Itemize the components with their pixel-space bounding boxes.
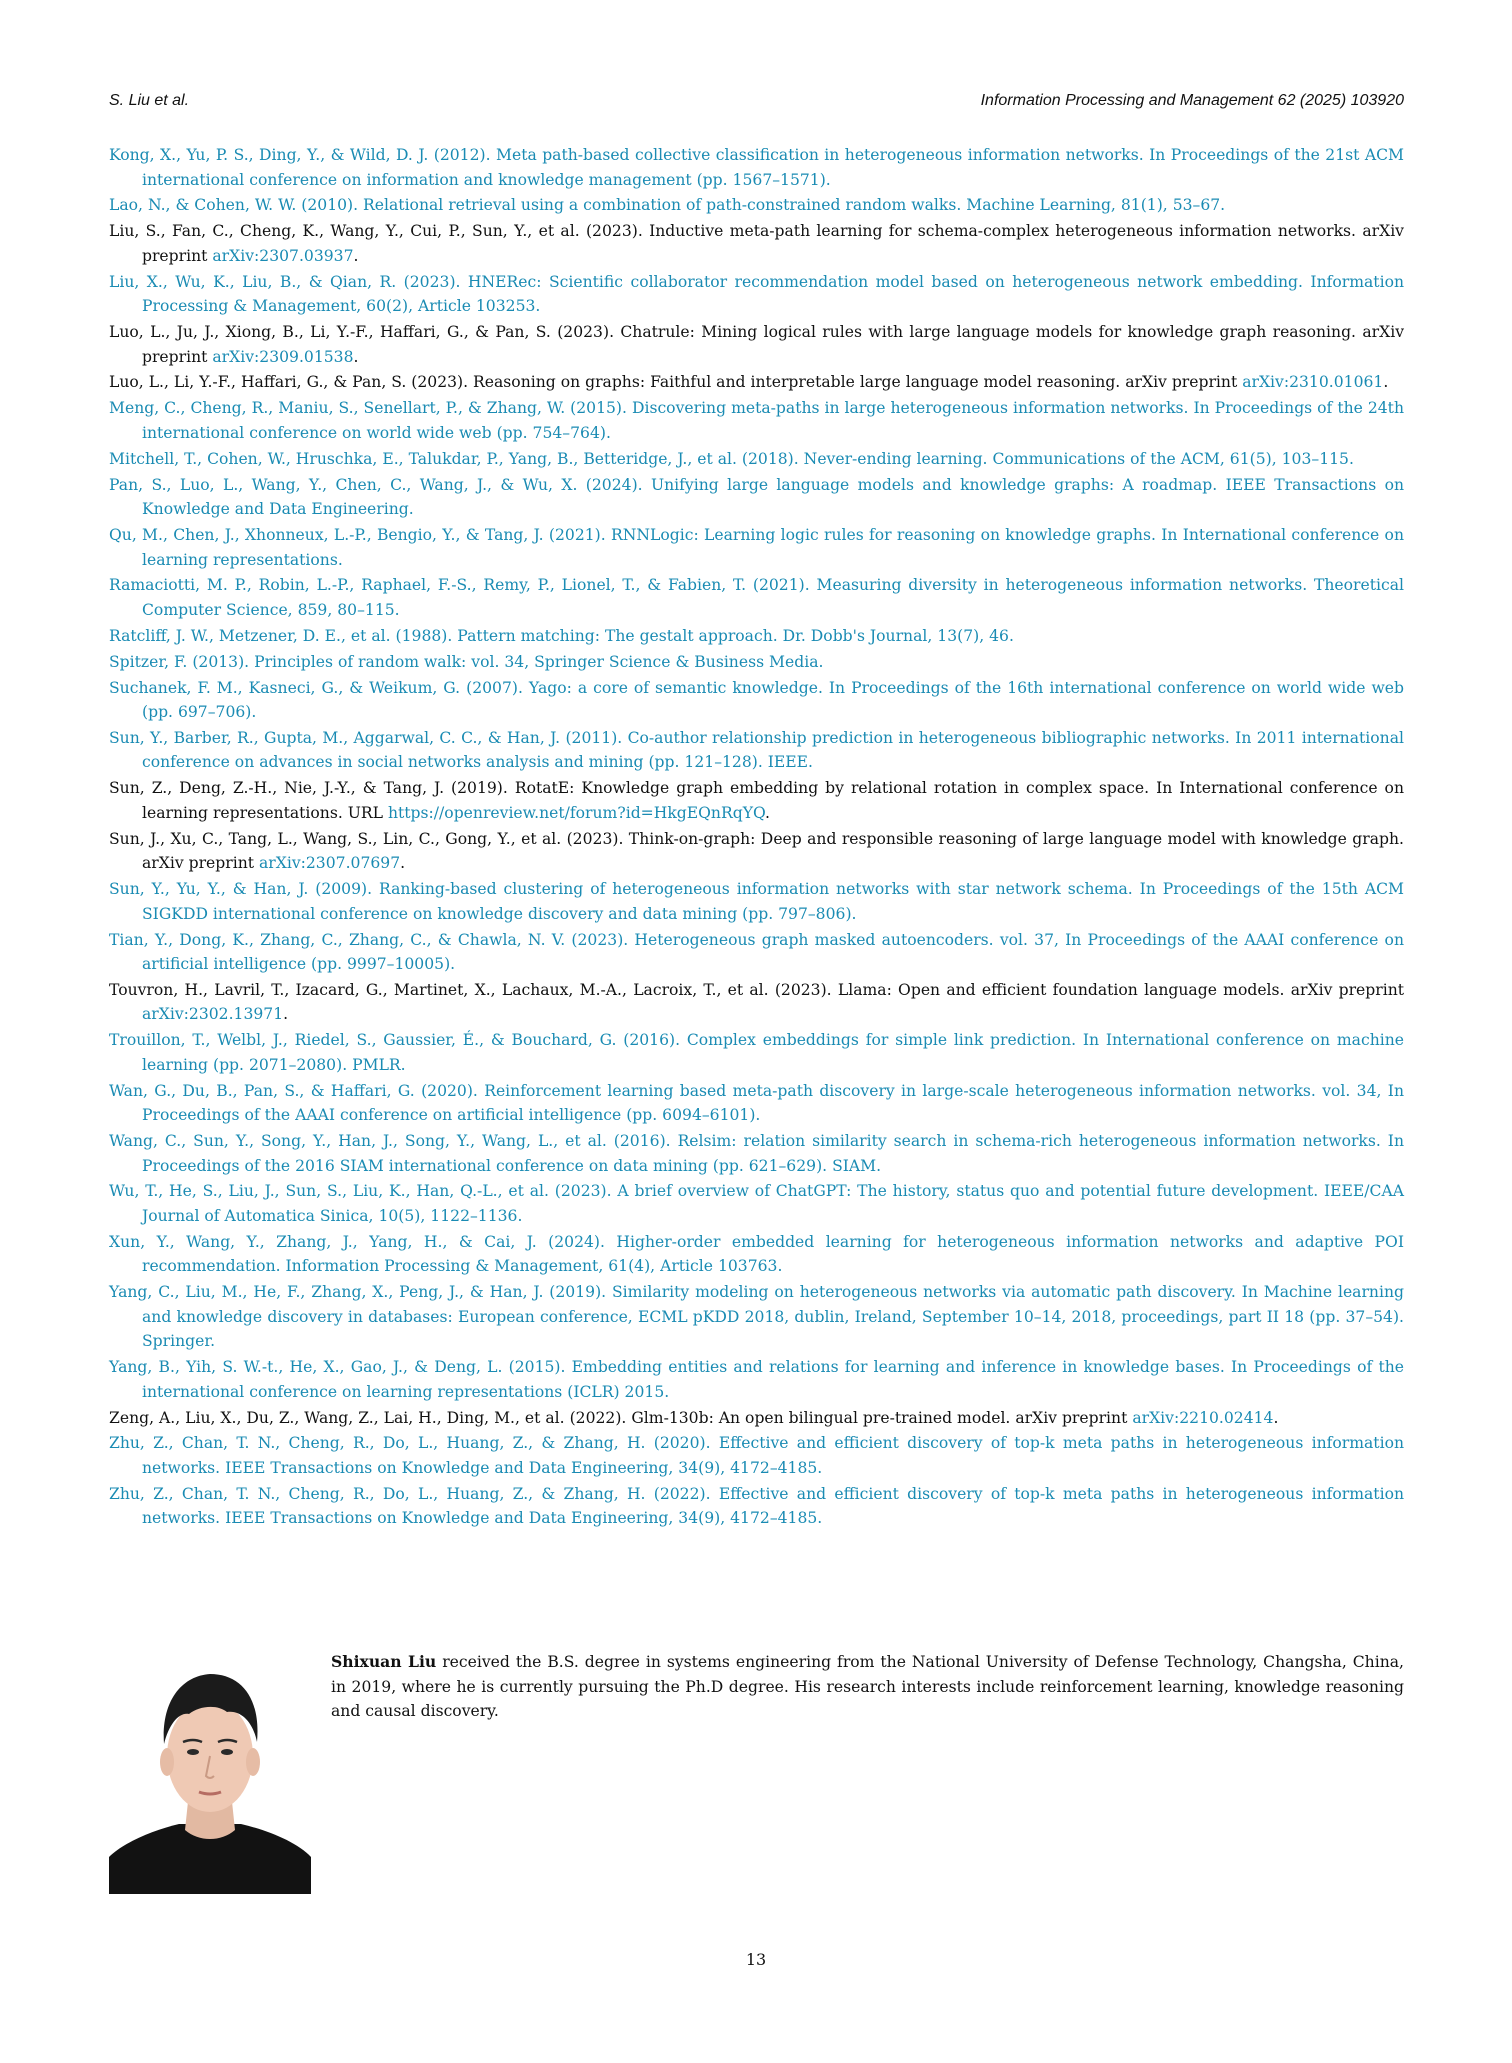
reference-entry[interactable] xyxy=(109,396,1404,445)
reference-tail: . xyxy=(1383,373,1389,392)
reference-entry[interactable] xyxy=(109,877,1404,926)
reference-entry[interactable] xyxy=(109,1230,1404,1279)
reference-entry[interactable] xyxy=(109,624,1404,649)
reference-link[interactable]: arXiv:2302.13971 xyxy=(142,1005,284,1024)
reference-entry[interactable] xyxy=(109,270,1404,319)
reference-text: Touvron, H., Lavril, T., Izacard, G., Martinet, X., Lachaux, M.-A., Lacroix, T., et al. (2023). Llama: Open and efficient foundation language models. arXiv preprint xyxy=(109,980,1404,999)
reference-text: Lao, N., & Cohen, W. W. (2010). Relational retrieval using a combination of path-constrained random walks. Machine Learning, 81(1), 53–67. xyxy=(109,196,1226,215)
reference-text: Qu, M., Chen, J., Xhonneux, L.-P., Bengio, Y., & Tang, J. (2021). RNNLogic: Learning logic rules for reasoning on knowledge graphs. In International conference on learning representations. xyxy=(109,526,1404,569)
reference-text: Ratcliff, J. W., Metzener, D. E., et al. (1988). Pattern matching: The gestalt approach. Dr. Dobb's Journal, 13(7), 46. xyxy=(109,626,1014,645)
reference-text: Liu, S., Fan, C., Cheng, K., Wang, Y., Cui, P., Sun, Y., et al. (2023). Inductive meta-path learning for schema-complex heterogeneous information networks. arXiv preprint xyxy=(109,222,1404,265)
reference-tail: . xyxy=(765,803,770,822)
reference-text: Luo, L., Ju, J., Xiong, B., Li, Y.-F., Haffari, G., & Pan, S. (2023). Chatrule: Mining logical rules with large language models for knowledge graph reasoning. arXiv preprint xyxy=(109,323,1404,366)
reference-entry[interactable] xyxy=(109,650,1404,675)
header-journal: Information Processing and Management 62 (2025) 103920 xyxy=(980,92,1404,109)
reference-entry xyxy=(109,827,1404,876)
reference-text: Mitchell, T., Cohen, W., Hruschka, E., Talukdar, P., Yang, B., Betteridge, J., et al. (2018). Never-ending learning. Communications of the ACM, 61(5), 103–115. xyxy=(109,449,1354,468)
reference-entry[interactable] xyxy=(109,1028,1404,1077)
reference-entry xyxy=(109,1406,1404,1431)
reference-entry[interactable] xyxy=(109,523,1404,572)
reference-entry xyxy=(109,320,1404,369)
header-authors: S. Liu et al. xyxy=(109,92,190,109)
reference-text: Wang, C., Sun, Y., Song, Y., Han, J., Song, Y., Wang, L., et al. (2016). Relsim: relation similarity search in schema-rich heterogeneous information networks. In Proceedings of the 2016 SIAM international conference on data mining (pp. 621–629). SIAM. xyxy=(109,1132,1404,1175)
reference-link[interactable]: arXiv:2309.01538 xyxy=(212,347,354,366)
reference-entry[interactable] xyxy=(109,1079,1404,1128)
reference-text: Yang, C., Liu, M., He, F., Zhang, X., Peng, J., & Han, J. (2019). Similarity modeling on heterogeneous networks via automatic path discovery. In Machine learning and knowledge discovery in databases: European conference, ECML pKDD 2018, dublin, Ireland, September 10–14, 2018, proceedings, part II 18 (pp. 37–54). Springer. xyxy=(109,1283,1404,1351)
reference-entry[interactable] xyxy=(109,573,1404,622)
running-header xyxy=(109,92,1404,116)
reference-link[interactable]: arXiv:2310.01061 xyxy=(1242,373,1384,392)
reference-link[interactable]: arXiv:2307.03937 xyxy=(212,246,354,265)
reference-text: Spitzer, F. (2013). Principles of random walk: vol. 34, Springer Science & Business Media. xyxy=(109,652,824,671)
reference-entry[interactable] xyxy=(109,1482,1404,1531)
reference-text: Sun, J., Xu, C., Tang, L., Wang, S., Lin, C., Gong, Y., et al. (2023). Think-on-graph: Deep and responsible reasoning of large language model with knowledge graph. arXiv preprint xyxy=(109,829,1404,873)
reference-text: Sun, Z., Deng, Z.-H., Nie, J.-Y., & Tang, J. (2019). RotatE: Knowledge graph embedding by relational rotation in complex space. In International conference on learning representations. URL xyxy=(109,779,1404,822)
reference-entry[interactable] xyxy=(109,193,1404,218)
reference-link[interactable]: arXiv:2307.07697 xyxy=(258,854,401,873)
reference-text: Zeng, A., Liu, X., Du, Z., Wang, Z., Lai, H., Ding, M., et al. (2022). Glm-130b: An open bilingual pre-trained model. arXiv preprint xyxy=(109,1408,1128,1427)
reference-text: Tian, Y., Dong, K., Zhang, C., Zhang, C., & Chawla, N. V. (2023). Heterogeneous graph masked autoencoders. vol. 37, In Proceedings of the AAAI conference on artificial intelligence (pp. 9997–10005). xyxy=(109,930,1404,974)
reference-entry[interactable] xyxy=(109,1431,1404,1480)
reference-text: Xun, Y., Wang, Y., Zhang, J., Yang, H., & Cai, J. (2024). Higher-order embedded learning for heterogeneous information networks and adaptive POI recommendation. Information Processing & Management, 61(4), Article 103763. xyxy=(109,1232,1404,1276)
reference-tail: . xyxy=(283,1005,289,1024)
reference-text: Wan, G., Du, B., Pan, S., & Haffari, G. (2020). Reinforcement learning based meta-path discovery in large-scale heterogeneous information networks. vol. 34, In Proceedings of the AAAI conference on artificial intelligence (pp. 6094–6101). xyxy=(109,1081,1404,1125)
reference-text: Luo, L., Li, Y.-F., Haffari, G., & Pan, S. (2023). Reasoning on graphs: Faithful and interpretable large language model reasoning. arXiv preprint xyxy=(109,373,1238,392)
reference-tail: . xyxy=(1273,1408,1279,1427)
author-name: Shixuan Liu xyxy=(331,1652,437,1671)
reference-entry[interactable] xyxy=(109,143,1404,192)
reference-entry[interactable] xyxy=(109,1280,1404,1354)
reference-entry xyxy=(109,978,1404,1027)
reference-text: Kong, X., Yu, P. S., Ding, Y., & Wild, D. J. (2012). Meta path-based collective classification in heterogeneous information networks. In Proceedings of the 21st ACM international conference on information and knowledge management (pp. 1567–1571). xyxy=(109,146,1404,189)
reference-list xyxy=(109,143,1404,1532)
author-biography xyxy=(331,1650,1404,1724)
reference-entry xyxy=(109,219,1404,268)
reference-tail: . xyxy=(353,347,359,366)
reference-link[interactable]: arXiv:2210.02414 xyxy=(1132,1408,1274,1427)
reference-entry[interactable] xyxy=(109,928,1404,977)
reference-entry[interactable] xyxy=(109,447,1404,472)
author-photo xyxy=(109,1652,311,1894)
reference-entry xyxy=(109,776,1404,825)
reference-tail: . xyxy=(353,246,359,265)
reference-entry[interactable] xyxy=(109,1355,1404,1404)
reference-link[interactable]: https://openreview.net/forum?id=HkgEQnRqYQ xyxy=(387,803,766,822)
reference-entry[interactable] xyxy=(109,726,1404,775)
reference-text: Sun, Y., Barber, R., Gupta, M., Aggarwal, C. C., & Han, J. (2011). Co-author relationship prediction in heterogeneous bibliographic networks. In 2011 international conference on advances in social networks analysis and mining (pp. 121–128). IEEE. xyxy=(109,728,1404,772)
reference-text: Meng, C., Cheng, R., Maniu, S., Senellart, P., & Zhang, W. (2015). Discovering meta-paths in large heterogeneous information networks. In Proceedings of the 24th international conference on world wide web (pp. 754–764). xyxy=(109,399,1404,442)
author-bio-text: received the B.S. degree in systems engineering from the National University of Defense Technology, Changsha, China, in 2019, where he is currently pursuing the Ph.D degree. His research interests include reinforcement learning, knowledge reasoning and causal discovery. xyxy=(331,1653,1404,1720)
reference-text: Suchanek, F. M., Kasneci, G., & Weikum, G. (2007). Yago: a core of semantic knowledge. In Proceedings of the 16th international conference on world wide web (pp. 697–706). xyxy=(109,678,1404,722)
reference-text: Yang, B., Yih, S. W.-t., He, X., Gao, J., & Deng, L. (2015). Embedding entities and relations for learning and inference in knowledge bases. In Proceedings of the international conference on learning representations (ICLR) 2015. xyxy=(109,1358,1404,1401)
reference-text: Trouillon, T., Welbl, J., Riedel, S., Gaussier, É., & Bouchard, G. (2016). Complex embeddings for simple link prediction. In International conference on machine learning (pp. 2071–2080). PMLR. xyxy=(109,1031,1404,1074)
reference-text: Zhu, Z., Chan, T. N., Cheng, R., Do, L., Huang, Z., & Zhang, H. (2022). Effective and efficient discovery of top-k meta paths in heterogeneous information networks. IEEE Transactions on Knowledge and Data Engineering, 34(9), 4172–4185. xyxy=(109,1484,1404,1528)
reference-entry[interactable] xyxy=(109,1129,1404,1178)
reference-entry[interactable] xyxy=(109,1179,1404,1228)
reference-text: Sun, Y., Yu, Y., & Han, J. (2009). Ranking-based clustering of heterogeneous information networks with star network schema. In Proceedings of the 15th ACM SIGKDD international conference on knowledge discovery and data mining (pp. 797–806). xyxy=(109,880,1404,923)
reference-text: Pan, S., Luo, L., Wang, Y., Chen, C., Wang, J., & Wu, X. (2024). Unifying large language models and knowledge graphs: A roadmap. IEEE Transactions on Knowledge and Data Engineering. xyxy=(109,475,1404,519)
reference-entry[interactable] xyxy=(109,676,1404,725)
reference-text: Ramaciotti, M. P., Robin, L.-P., Raphael, F.-S., Remy, P., Lionel, T., & Fabien, T. (2021). Measuring diversity in heterogeneous information networks. Theoretical Computer Science, 859, 80–115. xyxy=(109,576,1404,619)
reference-text: Zhu, Z., Chan, T. N., Cheng, R., Do, L., Huang, Z., & Zhang, H. (2020). Effective and efficient discovery of top-k meta paths in heterogeneous information networks. IEEE Transactions on Knowledge and Data Engineering, 34(9), 4172–4185. xyxy=(109,1434,1404,1477)
reference-entry[interactable] xyxy=(109,473,1404,522)
page-number: 13 xyxy=(745,1950,767,1969)
reference-text: Liu, X., Wu, K., Liu, B., & Qian, R. (2023). HNERec: Scientific collaborator recommendation model based on heterogeneous network embedding. Information Processing & Management, 60(2), Article 103253. xyxy=(109,272,1404,316)
reference-entry xyxy=(109,370,1404,395)
reference-tail: . xyxy=(400,854,406,873)
reference-text: Wu, T., He, S., Liu, J., Sun, S., Liu, K., Han, Q.-L., et al. (2023). A brief overview of ChatGPT: The history, status quo and potential future development. IEEE/CAA Journal of Automatica Sinica, 10(5), 1122–1136. xyxy=(109,1182,1404,1225)
